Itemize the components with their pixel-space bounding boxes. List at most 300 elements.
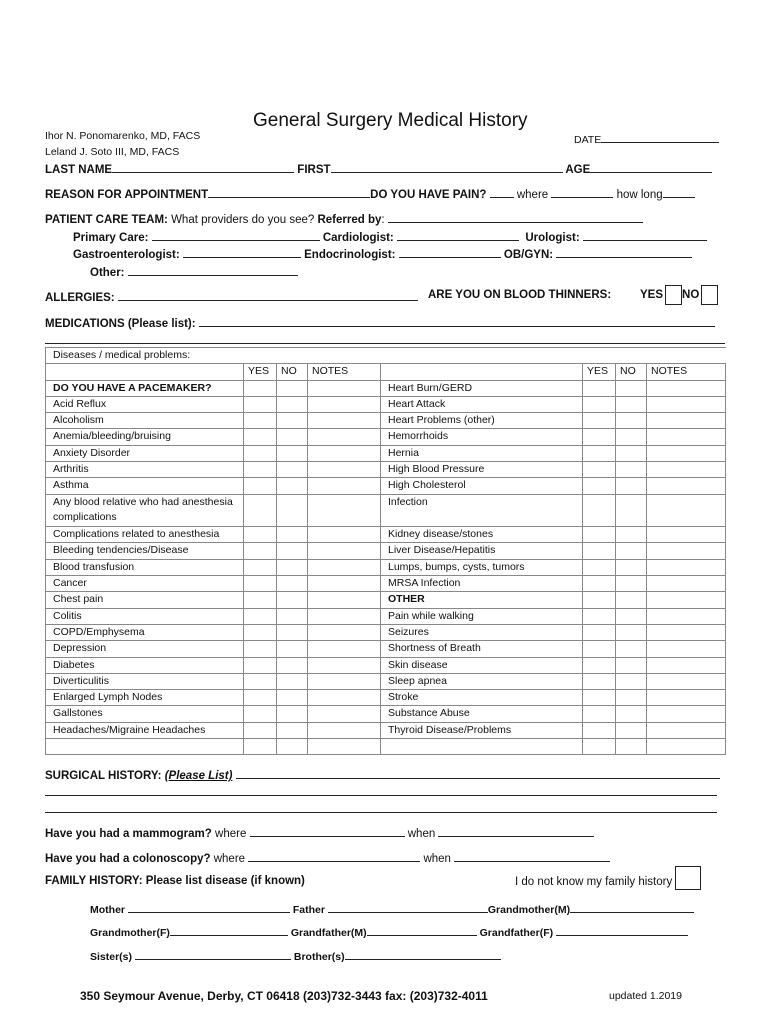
no-cell[interactable] bbox=[616, 657, 647, 673]
notes-cell[interactable] bbox=[308, 478, 381, 494]
condition-label: OTHER bbox=[381, 592, 583, 608]
condition-label: Colitis bbox=[46, 608, 244, 624]
condition-label: Heart Problems (other) bbox=[381, 413, 583, 429]
no-cell[interactable] bbox=[277, 380, 308, 396]
condition-label: Sleep apnea bbox=[381, 673, 583, 689]
footer-address: 350 Seymour Avenue, Derby, CT 06418 (203)732-3443 fax: (203)732-4011 bbox=[80, 989, 488, 1003]
notes-cell[interactable] bbox=[647, 624, 726, 640]
no-cell[interactable] bbox=[616, 445, 647, 461]
condition-label: Cancer bbox=[46, 576, 244, 592]
table-row bbox=[46, 624, 726, 640]
condition-label: Heart Burn/GERD bbox=[381, 380, 583, 396]
condition-label: Depression bbox=[46, 641, 244, 657]
table-row bbox=[46, 608, 726, 624]
colonoscopy-when-input[interactable] bbox=[454, 850, 610, 862]
yes-cell[interactable] bbox=[583, 624, 616, 640]
condition-label: Acid Reflux bbox=[46, 396, 244, 412]
yes-cell[interactable] bbox=[583, 592, 616, 608]
yes-cell[interactable] bbox=[583, 673, 616, 689]
condition-label bbox=[46, 739, 244, 755]
family-unknown-checkbox[interactable] bbox=[675, 866, 701, 890]
surgical-please: (Please List) bbox=[164, 770, 233, 782]
yes-cell[interactable] bbox=[583, 413, 616, 429]
yes-cell[interactable] bbox=[583, 739, 616, 755]
condition-label: Asthma bbox=[46, 478, 244, 494]
gastro-label: Gastroenterologist: bbox=[73, 249, 180, 261]
yes-cell[interactable] bbox=[583, 641, 616, 657]
other-provider-input[interactable] bbox=[128, 264, 298, 276]
table-row bbox=[46, 462, 726, 478]
no-cell[interactable] bbox=[616, 739, 647, 755]
how-long-input[interactable] bbox=[663, 186, 695, 198]
referred-label: Referred by bbox=[317, 214, 382, 226]
notes-cell[interactable] bbox=[308, 462, 381, 478]
notes-cell[interactable] bbox=[647, 690, 726, 706]
no-cell[interactable] bbox=[277, 478, 308, 494]
yes-cell[interactable] bbox=[244, 396, 277, 412]
notes-cell[interactable] bbox=[308, 527, 381, 543]
header-no: NO bbox=[277, 364, 308, 380]
primary-input[interactable] bbox=[152, 229, 320, 241]
notes-cell[interactable] bbox=[308, 657, 381, 673]
yes-cell[interactable] bbox=[244, 706, 277, 722]
condition-label: Infection bbox=[381, 494, 583, 527]
mammogram-when-input[interactable] bbox=[438, 825, 594, 837]
table-row bbox=[46, 527, 726, 543]
care-team-row-2 bbox=[73, 229, 707, 244]
condition-label: MRSA Infection bbox=[381, 576, 583, 592]
table-row bbox=[46, 673, 726, 689]
no-cell[interactable] bbox=[616, 576, 647, 592]
yes-cell[interactable] bbox=[583, 559, 616, 575]
notes-cell[interactable] bbox=[308, 690, 381, 706]
notes-cell[interactable] bbox=[308, 624, 381, 640]
condition-label: Substance Abuse bbox=[381, 706, 583, 722]
notes-cell[interactable] bbox=[308, 722, 381, 738]
allergies-input[interactable] bbox=[118, 289, 418, 301]
father-label: Father bbox=[292, 904, 325, 916]
last-name-input[interactable] bbox=[112, 161, 294, 173]
notes-cell[interactable] bbox=[308, 576, 381, 592]
no-cell[interactable] bbox=[277, 543, 308, 559]
no-cell[interactable] bbox=[616, 690, 647, 706]
yes-cell[interactable] bbox=[583, 380, 616, 396]
notes-cell[interactable] bbox=[647, 462, 726, 478]
table-row bbox=[46, 445, 726, 461]
no-cell[interactable] bbox=[277, 445, 308, 461]
doctor-2: Leland J. Soto III, MD, FACS bbox=[45, 146, 180, 158]
reason-label: REASON FOR APPOINTMENT bbox=[45, 189, 209, 201]
condition-label: Diabetes bbox=[46, 657, 244, 673]
no-cell[interactable] bbox=[277, 429, 308, 445]
no-cell[interactable] bbox=[616, 527, 647, 543]
mother-input[interactable] bbox=[128, 901, 290, 913]
table-row bbox=[46, 706, 726, 722]
notes-cell[interactable] bbox=[647, 527, 726, 543]
no-cell[interactable] bbox=[277, 641, 308, 657]
yes-cell[interactable] bbox=[244, 608, 277, 624]
yes-cell[interactable] bbox=[244, 673, 277, 689]
no-cell[interactable] bbox=[277, 494, 308, 527]
yes-cell[interactable] bbox=[244, 722, 277, 738]
notes-cell[interactable] bbox=[647, 576, 726, 592]
grandfather-m-input[interactable] bbox=[367, 924, 477, 936]
no-cell[interactable] bbox=[616, 494, 647, 527]
condition-label: Lumps, bumps, cysts, tumors bbox=[381, 559, 583, 575]
colonoscopy-where-input[interactable] bbox=[248, 850, 420, 862]
notes-cell[interactable] bbox=[308, 739, 381, 755]
notes-cell[interactable] bbox=[647, 396, 726, 412]
cardiologist-input[interactable] bbox=[397, 229, 519, 241]
header-notes-2: NOTES bbox=[647, 364, 726, 380]
table-row bbox=[46, 494, 726, 527]
condition-label: Hernia bbox=[381, 445, 583, 461]
no-cell[interactable] bbox=[616, 706, 647, 722]
first-name-label: FIRST bbox=[297, 164, 331, 176]
family-unknown-row bbox=[515, 866, 701, 890]
first-name-input[interactable] bbox=[331, 161, 563, 173]
yes-cell[interactable] bbox=[244, 690, 277, 706]
last-name-label: LAST NAME bbox=[45, 164, 113, 176]
date-field[interactable] bbox=[574, 131, 719, 146]
no-cell[interactable] bbox=[277, 673, 308, 689]
name-row bbox=[45, 161, 712, 176]
yes-cell[interactable] bbox=[583, 396, 616, 412]
notes-cell[interactable] bbox=[647, 429, 726, 445]
surgical-row bbox=[45, 767, 720, 782]
yes-cell[interactable] bbox=[583, 429, 616, 445]
grandmother-f-label: Grandmother(F) bbox=[90, 927, 170, 939]
endo-label: Endocrinologist: bbox=[304, 249, 396, 261]
yes-cell[interactable] bbox=[244, 641, 277, 657]
thinners-no-label: NO bbox=[682, 289, 700, 302]
yes-cell[interactable] bbox=[244, 429, 277, 445]
table-row bbox=[46, 396, 726, 412]
table-row bbox=[46, 559, 726, 575]
blood-thinners-label: ARE YOU ON BLOOD THINNERS: bbox=[428, 289, 612, 301]
endo-input[interactable] bbox=[399, 246, 501, 258]
condition-label: Anemia/bleeding/bruising bbox=[46, 429, 244, 445]
notes-cell[interactable] bbox=[647, 739, 726, 755]
footer-updated: updated 1.2019 bbox=[609, 990, 682, 1002]
mammogram-where-input[interactable] bbox=[250, 825, 405, 837]
grandfather-f-label: Grandfather(F) bbox=[479, 927, 554, 939]
condition-label: Blood transfusion bbox=[46, 559, 244, 575]
no-cell[interactable] bbox=[277, 413, 308, 429]
table-row bbox=[46, 429, 726, 445]
condition-label: Chest pain bbox=[46, 592, 244, 608]
condition-label: Thyroid Disease/Problems bbox=[381, 722, 583, 738]
surgical-line-3[interactable] bbox=[45, 812, 717, 813]
notes-cell[interactable] bbox=[308, 413, 381, 429]
surgical-line-2[interactable] bbox=[45, 795, 717, 796]
mother-label: Mother bbox=[90, 904, 125, 916]
table-row bbox=[46, 641, 726, 657]
notes-cell[interactable] bbox=[308, 445, 381, 461]
notes-cell[interactable] bbox=[308, 673, 381, 689]
table-row bbox=[46, 657, 726, 673]
no-cell[interactable] bbox=[616, 478, 647, 494]
mammogram-row bbox=[45, 825, 594, 840]
yes-cell[interactable] bbox=[244, 462, 277, 478]
condition-label: Any blood relative who had anesthesia complications bbox=[46, 494, 244, 527]
no-cell[interactable] bbox=[277, 462, 308, 478]
grandmother-m-label: Grandmother(M) bbox=[487, 904, 571, 916]
yes-cell[interactable] bbox=[244, 445, 277, 461]
notes-cell[interactable] bbox=[308, 380, 381, 396]
no-cell[interactable] bbox=[277, 576, 308, 592]
page-title: General Surgery Medical History bbox=[253, 110, 528, 131]
blood-thinners-options bbox=[640, 285, 718, 305]
notes-cell[interactable] bbox=[308, 592, 381, 608]
no-cell[interactable] bbox=[616, 641, 647, 657]
notes-cell[interactable] bbox=[647, 543, 726, 559]
surgical-input[interactable] bbox=[236, 767, 720, 779]
no-cell[interactable] bbox=[277, 559, 308, 575]
reason-row bbox=[45, 186, 695, 201]
notes-cell[interactable] bbox=[647, 559, 726, 575]
condition-label: Hemorrhoids bbox=[381, 429, 583, 445]
header-no-2: NO bbox=[616, 364, 647, 380]
date-label: DATE bbox=[574, 134, 602, 146]
condition-label: Enlarged Lymph Nodes bbox=[46, 690, 244, 706]
yes-cell[interactable] bbox=[583, 657, 616, 673]
medications-line-2[interactable] bbox=[45, 343, 725, 344]
yes-cell[interactable] bbox=[244, 380, 277, 396]
mammogram-when-label: when bbox=[407, 828, 436, 840]
yes-cell[interactable] bbox=[583, 608, 616, 624]
medications-input[interactable] bbox=[199, 315, 715, 327]
notes-cell[interactable] bbox=[647, 478, 726, 494]
table-row bbox=[46, 722, 726, 738]
mammogram-where-label: where bbox=[215, 828, 247, 840]
yes-cell[interactable] bbox=[244, 592, 277, 608]
notes-cell[interactable] bbox=[308, 559, 381, 575]
notes-cell[interactable] bbox=[308, 429, 381, 445]
allergies-label: ALLERGIES: bbox=[45, 292, 115, 304]
colonoscopy-where-label: where bbox=[213, 853, 246, 865]
no-cell[interactable] bbox=[616, 543, 647, 559]
no-cell[interactable] bbox=[616, 413, 647, 429]
pain-input[interactable] bbox=[490, 186, 514, 198]
yes-cell[interactable] bbox=[583, 690, 616, 706]
thinners-no-checkbox[interactable] bbox=[701, 285, 718, 305]
notes-cell[interactable] bbox=[308, 608, 381, 624]
yes-cell[interactable] bbox=[244, 543, 277, 559]
yes-cell[interactable] bbox=[583, 722, 616, 738]
cardiologist-label: Cardiologist: bbox=[322, 232, 394, 244]
sisters-input[interactable] bbox=[135, 948, 291, 960]
obgyn-label: OB/GYN: bbox=[503, 249, 554, 261]
notes-cell[interactable] bbox=[308, 543, 381, 559]
condition-label: Alcoholism bbox=[46, 413, 244, 429]
care-team-row: PATIENT CARE TEAM: What providers do you see? Referred by: bbox=[45, 211, 643, 226]
no-cell[interactable] bbox=[616, 673, 647, 689]
how-long-label: how long bbox=[616, 189, 663, 201]
no-cell[interactable] bbox=[616, 462, 647, 478]
no-cell[interactable] bbox=[277, 690, 308, 706]
family-row-2 bbox=[90, 924, 688, 939]
condition-label: Kidney disease/stones bbox=[381, 527, 583, 543]
header-yes: YES bbox=[244, 364, 277, 380]
colonoscopy-label: Have you had a colonoscopy? bbox=[45, 853, 211, 865]
care-team-question: What providers do you see? bbox=[171, 214, 315, 226]
notes-cell[interactable] bbox=[647, 380, 726, 396]
referred-input[interactable] bbox=[388, 211, 643, 223]
table-row bbox=[46, 592, 726, 608]
notes-cell[interactable] bbox=[647, 673, 726, 689]
yes-cell[interactable] bbox=[244, 478, 277, 494]
grandfather-m-label: Grandfather(M) bbox=[290, 927, 367, 939]
table-caption: Diseases / medical problems bbox=[53, 349, 188, 361]
condition-label: High Blood Pressure bbox=[381, 462, 583, 478]
surgical-label: SURGICAL HISTORY: bbox=[45, 770, 162, 782]
condition-label: Skin disease bbox=[381, 657, 583, 673]
notes-cell[interactable] bbox=[647, 494, 726, 527]
yes-cell[interactable] bbox=[583, 706, 616, 722]
notes-cell[interactable] bbox=[308, 641, 381, 657]
yes-cell[interactable] bbox=[244, 413, 277, 429]
yes-cell[interactable] bbox=[583, 445, 616, 461]
table-row bbox=[46, 380, 726, 396]
mammogram-label: Have you had a mammogram? bbox=[45, 828, 212, 840]
medications-row bbox=[45, 315, 715, 330]
other-provider-label: Other: bbox=[90, 267, 125, 279]
condition-label: Headaches/Migraine Headaches bbox=[46, 722, 244, 738]
father-input[interactable] bbox=[328, 901, 488, 913]
colonoscopy-row bbox=[45, 850, 610, 865]
condition-label: Shortness of Breath bbox=[381, 641, 583, 657]
yes-cell[interactable] bbox=[244, 494, 277, 527]
obgyn-input[interactable] bbox=[556, 246, 692, 258]
age-input[interactable] bbox=[590, 161, 712, 173]
medications-label: MEDICATIONS (Please list): bbox=[45, 318, 196, 330]
no-cell[interactable] bbox=[277, 706, 308, 722]
condition-label: Liver Disease/Hepatitis bbox=[381, 543, 583, 559]
table-row bbox=[46, 690, 726, 706]
yes-cell[interactable] bbox=[244, 576, 277, 592]
table-row bbox=[46, 413, 726, 429]
notes-cell[interactable] bbox=[647, 592, 726, 608]
no-cell[interactable] bbox=[277, 396, 308, 412]
no-cell[interactable] bbox=[277, 527, 308, 543]
condition-label: COPD/Emphysema bbox=[46, 624, 244, 640]
grandmother-f-input[interactable] bbox=[170, 924, 288, 936]
no-cell[interactable] bbox=[616, 559, 647, 575]
yes-cell[interactable] bbox=[583, 494, 616, 527]
notes-cell[interactable] bbox=[647, 722, 726, 738]
no-cell[interactable] bbox=[277, 592, 308, 608]
notes-cell[interactable] bbox=[647, 413, 726, 429]
yes-cell[interactable] bbox=[583, 576, 616, 592]
notes-cell[interactable] bbox=[647, 608, 726, 624]
pain-where-label: where bbox=[516, 189, 549, 201]
thinners-yes-checkbox[interactable] bbox=[665, 285, 682, 305]
header-yes-2: YES bbox=[583, 364, 616, 380]
colonoscopy-when-label: when bbox=[423, 853, 451, 865]
condition-label: DO YOU HAVE A PACEMAKER? bbox=[46, 380, 244, 396]
care-team-row-4 bbox=[90, 264, 298, 279]
grandmother-m-input[interactable] bbox=[570, 901, 694, 913]
allergies-row bbox=[45, 289, 418, 304]
condition-label: Stroke bbox=[381, 690, 583, 706]
condition-label: Seizures bbox=[381, 624, 583, 640]
notes-cell[interactable] bbox=[308, 706, 381, 722]
yes-cell[interactable] bbox=[583, 527, 616, 543]
pain-label: DO YOU HAVE PAIN? bbox=[370, 189, 487, 201]
notes-cell[interactable] bbox=[647, 706, 726, 722]
age-label: AGE bbox=[565, 164, 591, 176]
condition-label bbox=[381, 739, 583, 755]
yes-cell[interactable] bbox=[244, 657, 277, 673]
no-cell[interactable] bbox=[277, 739, 308, 755]
table-row bbox=[46, 739, 726, 755]
no-cell[interactable] bbox=[277, 624, 308, 640]
yes-cell[interactable] bbox=[244, 624, 277, 640]
notes-cell[interactable] bbox=[308, 494, 381, 527]
yes-cell[interactable] bbox=[244, 739, 277, 755]
no-cell[interactable] bbox=[616, 624, 647, 640]
family-label: FAMILY HISTORY: Please list disease (if known) bbox=[45, 875, 305, 887]
condition-label: High Cholesterol bbox=[381, 478, 583, 494]
grandfather-f-input[interactable] bbox=[556, 924, 688, 936]
gastro-input[interactable] bbox=[183, 246, 301, 258]
condition-label: Diverticulitis bbox=[46, 673, 244, 689]
family-row-3 bbox=[90, 948, 501, 963]
no-cell[interactable] bbox=[616, 396, 647, 412]
yes-cell[interactable] bbox=[583, 543, 616, 559]
primary-label: Primary Care: bbox=[73, 232, 149, 244]
no-cell[interactable] bbox=[616, 722, 647, 738]
reason-input[interactable] bbox=[208, 186, 370, 198]
no-cell[interactable] bbox=[277, 608, 308, 624]
family-unknown-label: I do not know my family history bbox=[515, 876, 673, 888]
condition-label: Bleeding tendencies/Disease bbox=[46, 543, 244, 559]
notes-cell[interactable] bbox=[647, 445, 726, 461]
yes-cell[interactable] bbox=[244, 527, 277, 543]
condition-label: Complications related to anesthesia bbox=[46, 527, 244, 543]
notes-cell[interactable] bbox=[647, 641, 726, 657]
header-notes: NOTES bbox=[308, 364, 381, 380]
no-cell[interactable] bbox=[616, 592, 647, 608]
pain-where-input[interactable] bbox=[551, 186, 613, 198]
yes-cell[interactable] bbox=[244, 559, 277, 575]
yes-cell[interactable] bbox=[583, 462, 616, 478]
no-cell[interactable] bbox=[277, 722, 308, 738]
no-cell[interactable] bbox=[616, 608, 647, 624]
condition-label: Anxiety Disorder bbox=[46, 445, 244, 461]
yes-cell[interactable] bbox=[583, 478, 616, 494]
no-cell[interactable] bbox=[616, 429, 647, 445]
condition-label: Pain while walking bbox=[381, 608, 583, 624]
urologist-input[interactable] bbox=[583, 229, 707, 241]
no-cell[interactable] bbox=[277, 657, 308, 673]
thinners-yes-label: YES bbox=[640, 289, 664, 302]
table-row bbox=[46, 478, 726, 494]
urologist-label: Urologist: bbox=[525, 232, 580, 244]
care-team-row-3 bbox=[73, 246, 692, 261]
table-row bbox=[46, 576, 726, 592]
brothers-input[interactable] bbox=[345, 948, 501, 960]
care-team-label: PATIENT CARE TEAM: bbox=[45, 214, 168, 226]
no-cell[interactable] bbox=[616, 380, 647, 396]
notes-cell[interactable] bbox=[308, 396, 381, 412]
family-row-1 bbox=[90, 901, 694, 916]
sisters-label: Sister(s) bbox=[90, 951, 133, 963]
condition-label: Gallstones bbox=[46, 706, 244, 722]
brothers-label: Brother(s) bbox=[293, 951, 345, 963]
notes-cell[interactable] bbox=[647, 657, 726, 673]
